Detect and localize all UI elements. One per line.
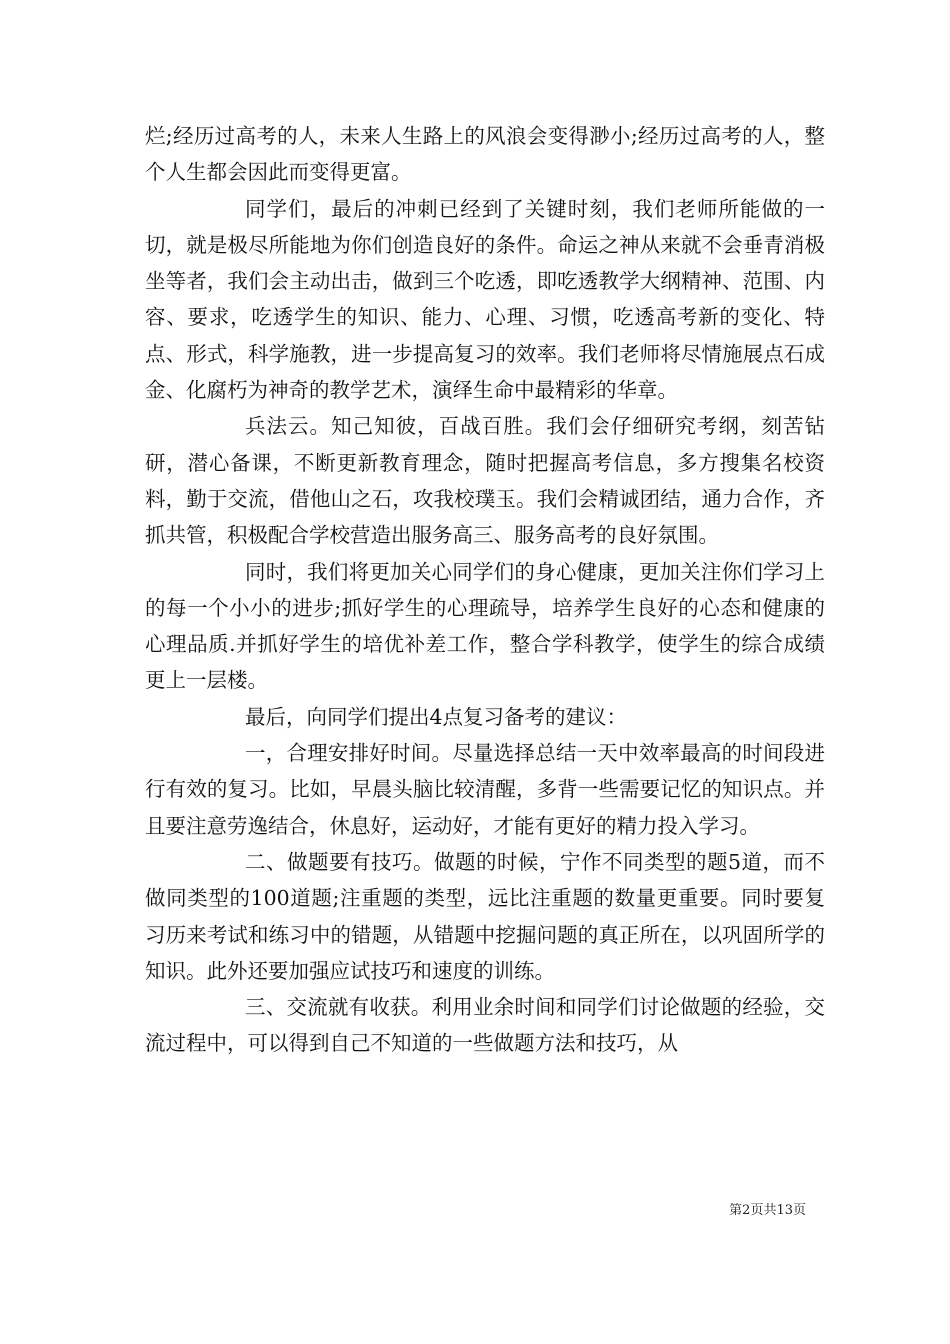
paragraph-2: 同学们，最后的冲刺已经到了关键时刻，我们老师所能做的一切，就是极尽所能地为你们创造良好的条件。命运之神从来就不会垂青消极坐等者，我们会主动出击，做到三个吃透，即吃透教学大纲精神、范围、内容、要求，吃透学生的知识、能力、心理、习惯，吃透高考新的变化、特点、形式，科学施教，进一步提高复习的效率。我们老师将尽情施展点石成金、化腐朽为神奇的教学艺术，演绎生命中最精彩的华章。 [145,196,825,403]
document-body [145,118,825,1062]
paragraph-7: 二、做题要有技巧。做题的时候，宁作不同类型的题5道，而不做同类型的100道题;注重题的类型，远比注重题的数量更重要。同时要复习历来考试和练习中的错题，从错题中挖掘问题的真正所在，以巩固所学的知识。此外还要加强应试技巧和速度的训练。 [145,849,825,983]
paragraph-3: 兵法云。知己知彼，百战百胜。我们会仔细研究考纲，刻苦钻研，潜心备课，不断更新教育理念，随时把握高考信息，多方搜集名校资料，勤于交流，借他山之石，攻我校璞玉。我们会精诚团结，通力合作，齐抓共管，积极配合学校营造出服务高三、服务高考的良好氛围。 [145,414,825,548]
paragraph-4: 同时，我们将更加关心同学们的身心健康，更加关注你们学习上的每一个小小的进步;抓好学生的心理疏导，培养学生良好的心态和健康的心理品质.并抓好学生的培优补差工作，整合学科教学，使学生的综合成绩更上一层楼。 [145,559,825,693]
page-number-footer: 第2页共13页 [729,1203,806,1218]
paragraph-8: 三、交流就有收获。利用业余时间和同学们讨论做题的经验，交流过程中，可以得到自己不知道的一些做题方法和技巧，从 [145,995,825,1056]
paragraph-6: 一，合理安排好时间。尽量选择总结一天中效率最高的时间段进行有效的复习。比如，早晨头脑比较清醒，多背一些需要记忆的知识点。并且要注意劳逸结合，休息好，运动好，才能有更好的精力投入学习。 [145,741,825,838]
paragraph-5: 最后，向同学们提出4点复习备考的建议： [245,704,628,729]
paragraph-1: 烂;经历过高考的人，未来人生路上的风浪会变得渺小;经历过高考的人，整个人生都会因此而变得更富。 [145,124,825,185]
